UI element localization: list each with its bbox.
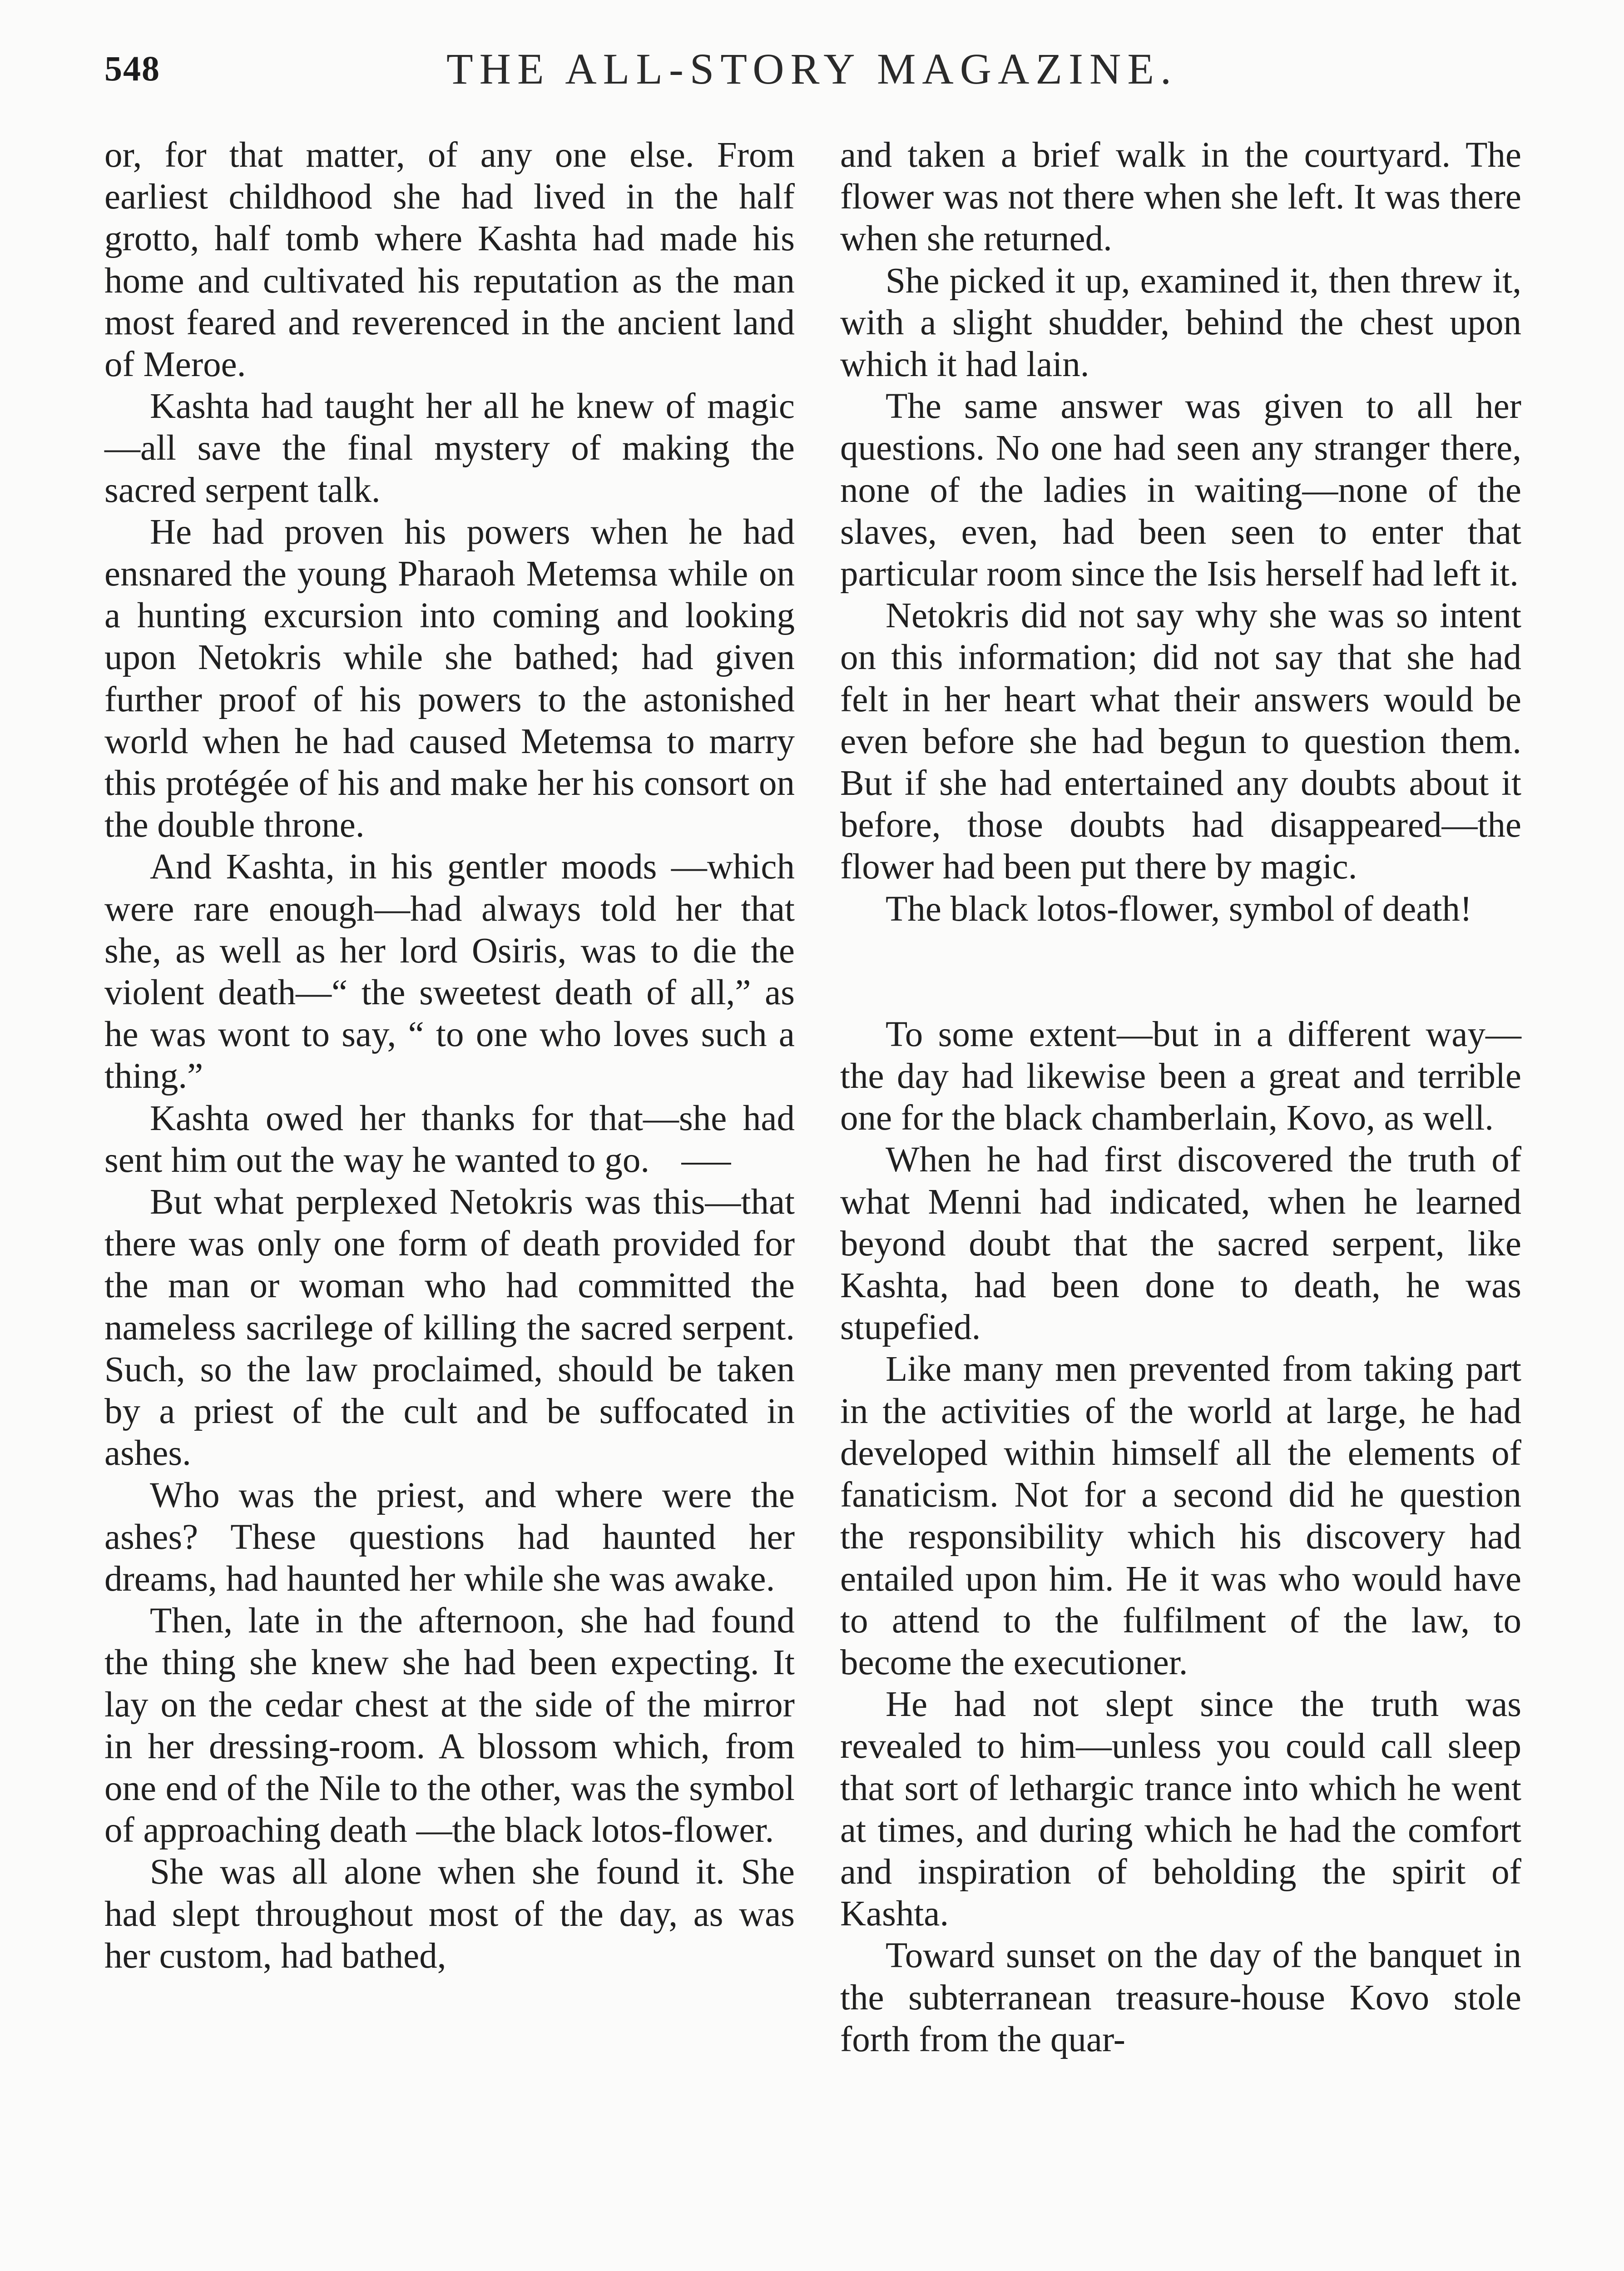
paragraph-with-ornament [104, 1098, 795, 1181]
paragraph: Kashta had taught her all he knew of magic—all save the final mystery of making the sacred serpent talk. [104, 387, 795, 510]
paragraph: Toward sunset on the day of the banquet in the subterranean treasure-house Kovo stole forth from the quar- [840, 1936, 1521, 2059]
paragraph: and taken a brief walk in the courtyard. The flower was not there when she left. It was there when she returned. [840, 135, 1521, 259]
right-column [840, 134, 1521, 2061]
paragraph: And Kashta, in his gentler moods —which were rare enough—had always told her that she, as well as her lord Osiris, was to die the violent death—“ the sweetest death of all,” as he was wont to say, “ to one who loves such a thing.” [104, 847, 795, 1096]
page-number: 548 [104, 49, 160, 88]
paragraph: or, for that matter, of any one else. From earliest childhood she had lived in the half grotto, half tomb where Kashta had made his home and cultivated his reputation as the man most feared and reverenced in the ancient land of Meroe. [104, 135, 795, 385]
paragraph: She picked it up, examined it, then threw it, with a slight shudder, behind the chest upon which it had lain. [840, 261, 1521, 385]
paragraph-text: Kashta owed her thanks for that—she had sent him out the way he wanted to go. [104, 1098, 795, 1180]
paragraph: Then, late in the afternoon, she had found the thing she knew she had been expecting. It lay on the cedar chest at the side of the mirror in her dressing-room. A blossom which, from one end of the Nile to the other, was the symbol of approaching death —the black lotos-flower. [104, 1601, 795, 1850]
paragraph: Netokris did not say why she was so intent on this information; did not say that she had felt in her heart what their answers would be even before she had begun to question them. But if she had entertained any doubts about it before, those doubts had disappeared—the flower had been put there by magic. [840, 596, 1521, 887]
paragraph: He had proven his powers when he had ensnared the young Pharaoh Metemsa while on a hunting excursion into coming and looking upon Netokris while she bathed; had given further proof of his powers to the astonished world when he had caused Metemsa to marry this protégée of his and make her his consort on the double throne. [104, 512, 795, 845]
running-head [104, 39, 1520, 103]
section-break [840, 930, 1521, 1014]
paragraph: She was all alone when she found it. She had slept throughout most of the day, as was her custom, had bathed, [104, 1852, 795, 1976]
left-column [104, 134, 795, 1977]
paragraph: Who was the priest, and where were the ashes? These questions had haunted her dreams, had haunted her while she was awake. [104, 1475, 795, 1599]
paragraph: But what perplexed Netokris was this—that there was only one form of death provided for the man or woman who had committed the nameless sacrilege of killing the sacred serpent. Such, so the law proclaimed, should be taken by a priest of the cult and be suffocated in ashes. [104, 1182, 795, 1473]
paragraph: When he had first discovered the truth of what Menni had indicated, when he learned beyond doubt that the sacred serpent, like Kashta, had been done to death, he was stupefied. [840, 1140, 1521, 1348]
paragraph: Like many men prevented from taking part in the activities of the world at large, he had developed within himself all the elements of fanaticism. Not for a second did he question the responsibility which his discovery had entailed upon him. He it was who would have to attend to the fulfilment of the law, to become the executioner. [840, 1349, 1521, 1682]
section-dash-ornament [681, 1163, 731, 1165]
paragraph: The black lotos-flower, symbol of death! [886, 889, 1472, 929]
magazine-title: THE ALL-STORY MAGAZINE. [446, 45, 1178, 93]
paragraph: He had not slept since the truth was revealed to him—unless you could call sleep that sort of lethargic trance into which he went at times, and during which he had the comfort and inspiration of beholding the spirit of Kashta. [840, 1685, 1521, 1934]
paragraph: The same answer was given to all her questions. No one had seen any stranger there, none of the ladies in waiting—none of the slaves, even, had been seen to enter that particular room since the Isis herself had left it. [840, 387, 1521, 594]
paragraph: To some extent—but in a different way—the day had likewise been a great and terrible one for the black chamberlain, Kovo, as well. [840, 1014, 1521, 1138]
